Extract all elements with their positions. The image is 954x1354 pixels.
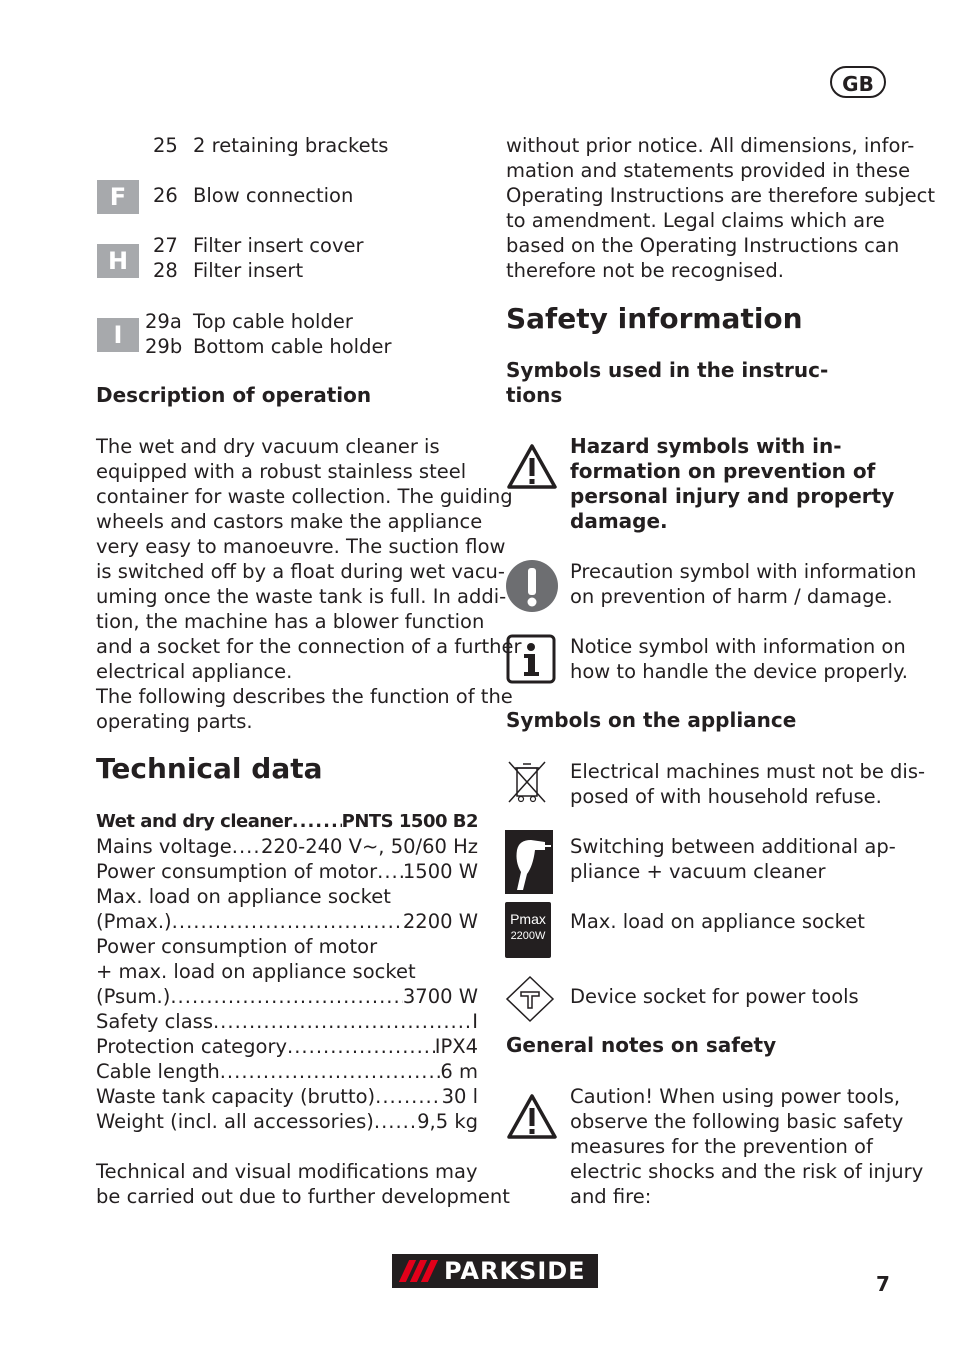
leader-dots <box>292 809 342 834</box>
text-line: on prevention of harm / damage. <box>570 585 893 608</box>
part-label: Top cable holder <box>193 310 353 333</box>
spec-value: 2200 W <box>402 910 478 933</box>
text-line: observe the following basic safety <box>570 1110 904 1133</box>
text-line: Electrical machines must not be dis- <box>570 760 926 783</box>
spec-row <box>96 984 478 1009</box>
spec-list <box>96 834 478 1134</box>
pmax-icon-label: Pmax <box>510 911 546 927</box>
notice-text <box>570 634 908 684</box>
text-line: how to handle the device properly. <box>570 660 908 683</box>
text-line: without prior notice. All dimensions, infor- <box>506 134 915 157</box>
spec-value: 9,5 kg <box>417 1110 478 1133</box>
part-label: Blow connection <box>193 184 354 207</box>
precaution-text <box>570 559 916 609</box>
spec-row <box>96 1109 478 1134</box>
warning-triangle-icon <box>506 442 558 490</box>
text-line: and a socket for the connection of a further <box>96 635 522 658</box>
product-row <box>96 809 478 834</box>
spec-value: I <box>472 1010 478 1033</box>
technical-note <box>96 1159 510 1209</box>
spec-row <box>96 884 478 909</box>
technical-heading: Technical data <box>96 752 323 785</box>
text-line: to amendment. Legal claims which are <box>506 209 885 232</box>
text-line: wheels and castors make the appliance <box>96 510 483 533</box>
pmax-icon-value: 2200W <box>510 930 546 942</box>
crossed-bin-icon <box>505 758 549 806</box>
text-line: Operating Instructions are therefore subject <box>506 184 935 207</box>
brand-name: PARKSIDE <box>444 1257 586 1285</box>
spec-row <box>96 1084 478 1109</box>
text-line: be carried out due to further development <box>96 1185 510 1208</box>
text-line: container for waste collection. The guiding <box>96 485 513 508</box>
text-line: Technical and visual modifications may <box>96 1160 478 1183</box>
spec-label: Power consumption of motor <box>96 860 378 883</box>
amendment-text <box>506 133 935 283</box>
text-line: formation on prevention of <box>570 459 876 483</box>
socket-text: Device socket for power tools <box>570 985 859 1008</box>
logo-stripes <box>392 1254 444 1288</box>
spec-label: (Psum.) <box>96 985 171 1008</box>
spec-label: + max. load on appliance socket <box>96 960 416 983</box>
spec-value: 6 m <box>440 1060 478 1083</box>
product-model: PNTS 1500 B2 <box>341 811 478 832</box>
switching-text <box>570 834 896 884</box>
leader-dots <box>287 1034 435 1059</box>
pmax-icon <box>505 902 551 958</box>
description-text <box>96 434 522 734</box>
text-line: Switching between additional ap- <box>570 835 896 858</box>
text-line: equipped with a robust stainless steel <box>96 460 467 483</box>
page-number: 7 <box>876 1272 890 1296</box>
language-badge: GB <box>830 66 886 98</box>
spec-label: (Pmax.) <box>96 910 172 933</box>
part-number: 28 <box>153 259 178 282</box>
section-marker-h: H <box>97 244 139 278</box>
device-socket-icon <box>505 975 555 1023</box>
part-number: 27 <box>153 234 178 257</box>
text-line: electrical appliance. <box>96 660 293 683</box>
text-line: uming once the waste tank is full. In addi- <box>96 585 507 608</box>
text-line: electric shocks and the risk of injury <box>570 1160 924 1183</box>
text-line: tion, the machine has a blower function <box>96 610 485 633</box>
spec-row <box>96 834 478 859</box>
section-marker-f: F <box>97 180 139 214</box>
spec-value: 30 l <box>441 1085 478 1108</box>
heading-line: tions <box>506 383 563 407</box>
text-line: mation and statements provided in these <box>506 159 911 182</box>
heading-line: Symbols used in the instruc- <box>506 358 829 382</box>
text-line: and fire: <box>570 1185 652 1208</box>
text-line: posed of with household refuse. <box>570 785 882 808</box>
text-line: based on the Operating Instructions can <box>506 234 900 257</box>
spec-label: Waste tank capacity (brutto) <box>96 1085 376 1108</box>
spec-label: Mains voltage <box>96 835 232 858</box>
spec-label: Safety class <box>96 1010 213 1033</box>
spec-row <box>96 1059 478 1084</box>
parkside-logo <box>392 1254 598 1288</box>
leader-dots <box>232 834 261 859</box>
caution-text <box>570 1084 923 1209</box>
spec-label: Weight (incl. all accessories) <box>96 1110 374 1133</box>
power-tool-icon <box>505 830 553 894</box>
leader-dots <box>220 1059 441 1084</box>
leader-dots <box>172 909 403 934</box>
caution-triangle-icon <box>506 1092 558 1140</box>
spec-row <box>96 859 478 884</box>
text-line: is switched off by a float during wet vacu- <box>96 560 505 583</box>
text-line: Notice symbol with information on <box>570 635 906 658</box>
hazard-text <box>570 434 894 534</box>
text-line: Precaution symbol with information <box>570 560 917 583</box>
section-marker-i: I <box>97 318 139 352</box>
leader-dots <box>377 859 403 884</box>
text-line: The wet and dry vacuum cleaner is <box>96 435 440 458</box>
spec-value: 3700 W <box>402 985 478 1008</box>
disposal-text <box>570 759 925 809</box>
text-line: The following describes the function of the <box>96 685 513 708</box>
product-label: Wet and dry cleaner <box>96 811 292 832</box>
spec-label: Max. load on appliance socket <box>96 885 391 908</box>
text-line: pliance + vacuum cleaner <box>570 860 826 883</box>
leader-dots <box>170 984 403 1009</box>
general-safety-heading: General notes on safety <box>506 1033 777 1057</box>
spec-row <box>96 959 478 984</box>
part-label: Filter insert cover <box>193 234 364 257</box>
part-label: Filter insert <box>193 259 304 282</box>
leader-dots <box>213 1009 472 1034</box>
part-label: 2 retaining brackets <box>193 134 389 157</box>
part-number: 29a <box>145 310 182 333</box>
text-line: therefore not be recognised. <box>506 259 784 282</box>
spec-value: 1500 W <box>402 860 478 883</box>
spec-label: Power consumption of motor <box>96 935 378 958</box>
text-line: personal injury and property <box>570 484 895 508</box>
part-number: 25 <box>153 134 178 157</box>
spec-row <box>96 1034 478 1059</box>
spec-value: IPX4 <box>434 1035 478 1058</box>
spec-row <box>96 909 478 934</box>
info-icon <box>506 634 556 684</box>
appliance-symbols-heading: Symbols on the appliance <box>506 708 797 732</box>
symbols-heading <box>506 358 828 408</box>
spec-row <box>96 1009 478 1034</box>
text-line: Hazard symbols with in- <box>570 434 842 458</box>
pmax-text: Max. load on appliance socket <box>570 910 865 933</box>
text-line: Caution! When using power tools, <box>570 1085 901 1108</box>
text-line: measures for the prevention of <box>570 1135 873 1158</box>
safety-heading: Safety information <box>506 302 803 335</box>
part-label: Bottom cable holder <box>193 335 392 358</box>
text-line: operating parts. <box>96 710 253 733</box>
text-line: very easy to manoeuvre. The suction flow <box>96 535 506 558</box>
leader-dots <box>374 1109 417 1134</box>
spec-value: 220-240 V~, 50/60 Hz <box>260 835 478 858</box>
description-heading: Description of operation <box>96 383 372 407</box>
spec-label: Protection category <box>96 1035 288 1058</box>
spec-row <box>96 934 478 959</box>
spec-label: Cable length <box>96 1060 220 1083</box>
leader-dots <box>375 1084 441 1109</box>
part-number: 29b <box>145 335 183 358</box>
part-number: 26 <box>153 184 178 207</box>
text-line: damage. <box>570 509 668 533</box>
exclamation-circle-icon <box>505 559 559 613</box>
